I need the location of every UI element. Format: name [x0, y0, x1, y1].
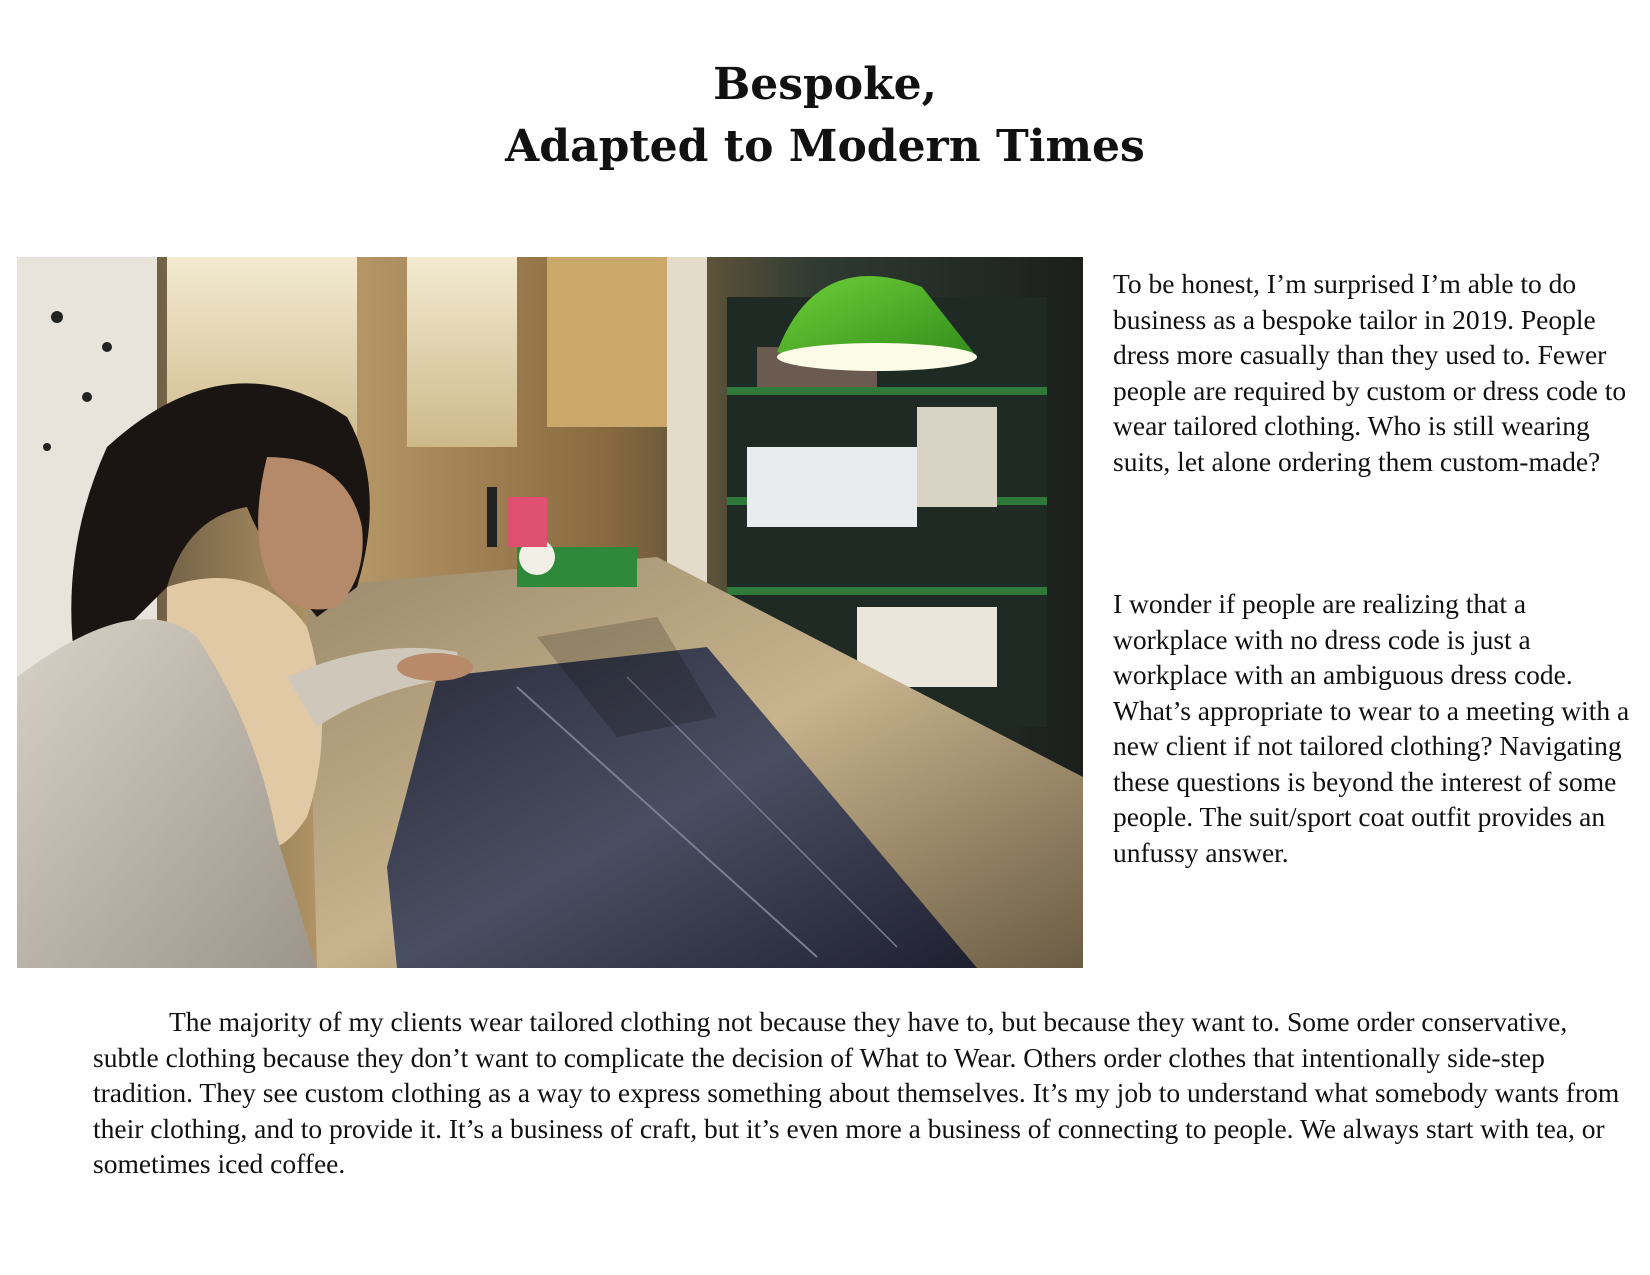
body-paragraph: The majority of my clients wear tailored clothing not because they have to, but because they want to. Some order conservative, subtle clothing because they don’t want to complicate the decision of What to Wear. Others order clothes that intentionally side-step tradition. They see custom clothing as a way to express something about themselves. It’s my job to understand what somebody wants from their clothing, and to provide it. It’s a business of craft, but it’s even more a business of connecting to people. We always start with tea, or sometimes iced coffee.: [93, 1006, 1620, 1179]
title-line-2: Adapted to Modern Times: [505, 121, 1145, 172]
page-title: [0, 54, 1650, 178]
tailor-photo: [17, 257, 1083, 968]
side-paragraph-1: To be honest, I’m surprised I’m able to do business as a bespoke tailor in 2019. People dress more casually than they used to. Fewer people are required by custom or dress code to wear tailored clothing. Who is still wearing suits, let alone ordering them custom-made?: [1113, 268, 1627, 477]
side-paragraph-2: I wonder if people are realizing that a workplace with no dress code is just a workplace with an ambiguous dress code. What’s appropriate to wear to a meeting with a new client if not tailored clothing? Navigating these questions is beyond the interest of some people. The suit/sport coat outfit provides an unfussy answer.: [1113, 588, 1630, 868]
title-line-1: Bespoke,: [713, 59, 937, 110]
